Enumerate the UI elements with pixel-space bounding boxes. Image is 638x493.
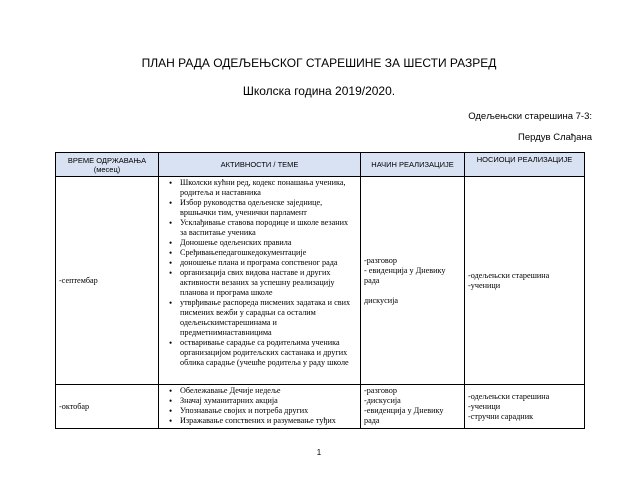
table-header-row (56, 153, 585, 177)
month-cell: -септембар (56, 177, 159, 385)
method-line: -разговор (364, 255, 397, 265)
header-time-line2: (месец) (93, 164, 121, 174)
activities-cell (159, 385, 361, 429)
holder-line: -одељењски старешина (468, 391, 550, 401)
plan-table (55, 152, 585, 429)
list-item: • Обележавање Дечије недеље (180, 386, 357, 396)
holder-line: -ученици (468, 401, 501, 411)
document-title: ПЛАН РАДА ОДЕЉЕЊСКОГ СТАРЕШИНЕ ЗА ШЕСТИ РАЗРЕД (141, 56, 497, 70)
method-line (364, 286, 461, 296)
method-line: -дискусија (364, 396, 401, 405)
method-cell (361, 385, 465, 429)
teacher-role: Одељењски старешина 7-3: (468, 111, 592, 122)
page-number: 1 (316, 448, 322, 457)
method-line: -разговор (364, 386, 397, 395)
school-year: Школска година 2019/2020. (242, 84, 396, 98)
header-time-line1: ВРЕМЕ ОДРЖАВАЊА (67, 155, 147, 165)
teacher-name: Пердув Слађана (518, 132, 592, 143)
header-time (56, 153, 159, 177)
holders-cell (465, 385, 585, 429)
method-line: дискусија (364, 295, 399, 305)
table-row (56, 385, 585, 429)
method-line: - евиденција у Дневику рада (364, 265, 446, 285)
list-item: • Доношење одељенских правила (180, 238, 357, 248)
list-item: • Значај хуманитарних акција (180, 396, 357, 406)
method-line: -евиденција у Дневику рада (364, 406, 444, 425)
header-holders: НОСИОЦИ РЕАЛИЗАЦИЈЕ (465, 153, 585, 177)
list-item: • доношење плана и програма сопственог рада (180, 258, 357, 268)
holder-line: -стручни сарадник (468, 411, 534, 421)
list-item: • Изражавање сопствених и разумевање туђих (180, 416, 357, 426)
list-item: • Усклађивање ставова породице и школе везаних за васпитање ученика (180, 218, 357, 238)
header-activities: АКТИВНОСТИ / ТЕМЕ (159, 153, 361, 177)
list-item: • Избор руководства одељенске заједнице, вршњачки тим, ученички парламент (180, 198, 357, 218)
table-row (56, 177, 585, 385)
month-cell: -октобар (56, 385, 159, 429)
list-item: • Упознавање својих и потреба других (180, 406, 357, 416)
holder-line: -ученици (468, 280, 501, 290)
list-item: • организација свих видова наставе и других активности везаних за успешну реализацију планова и програма школе (180, 268, 357, 298)
holders-cell (465, 177, 585, 385)
list-item: • Сређивањепедагошкедокументације (180, 248, 357, 258)
list-item: • Школски кућни ред, кодекс понашања ученика, родитеља и наставника (180, 178, 357, 198)
activities-list (162, 178, 357, 368)
activities-cell (159, 177, 361, 385)
activities-list (162, 386, 357, 426)
holder-line: -одељењски старешина (468, 270, 550, 280)
method-cell (361, 177, 465, 385)
list-item: • утврђивање распореда писмених задатака и свих писмених вежби у сарадњи са осталим одељењскимстарешинама и предметнимнаставницима (180, 298, 357, 338)
header-method: НАЧИН РЕАЛИЗАЦИЈЕ (361, 153, 465, 177)
list-item: • остваривање сарадње са родитељима ученика организацијом родитељских састанака и других облика сарадње (учешће родитеља у раду школе (180, 338, 357, 368)
